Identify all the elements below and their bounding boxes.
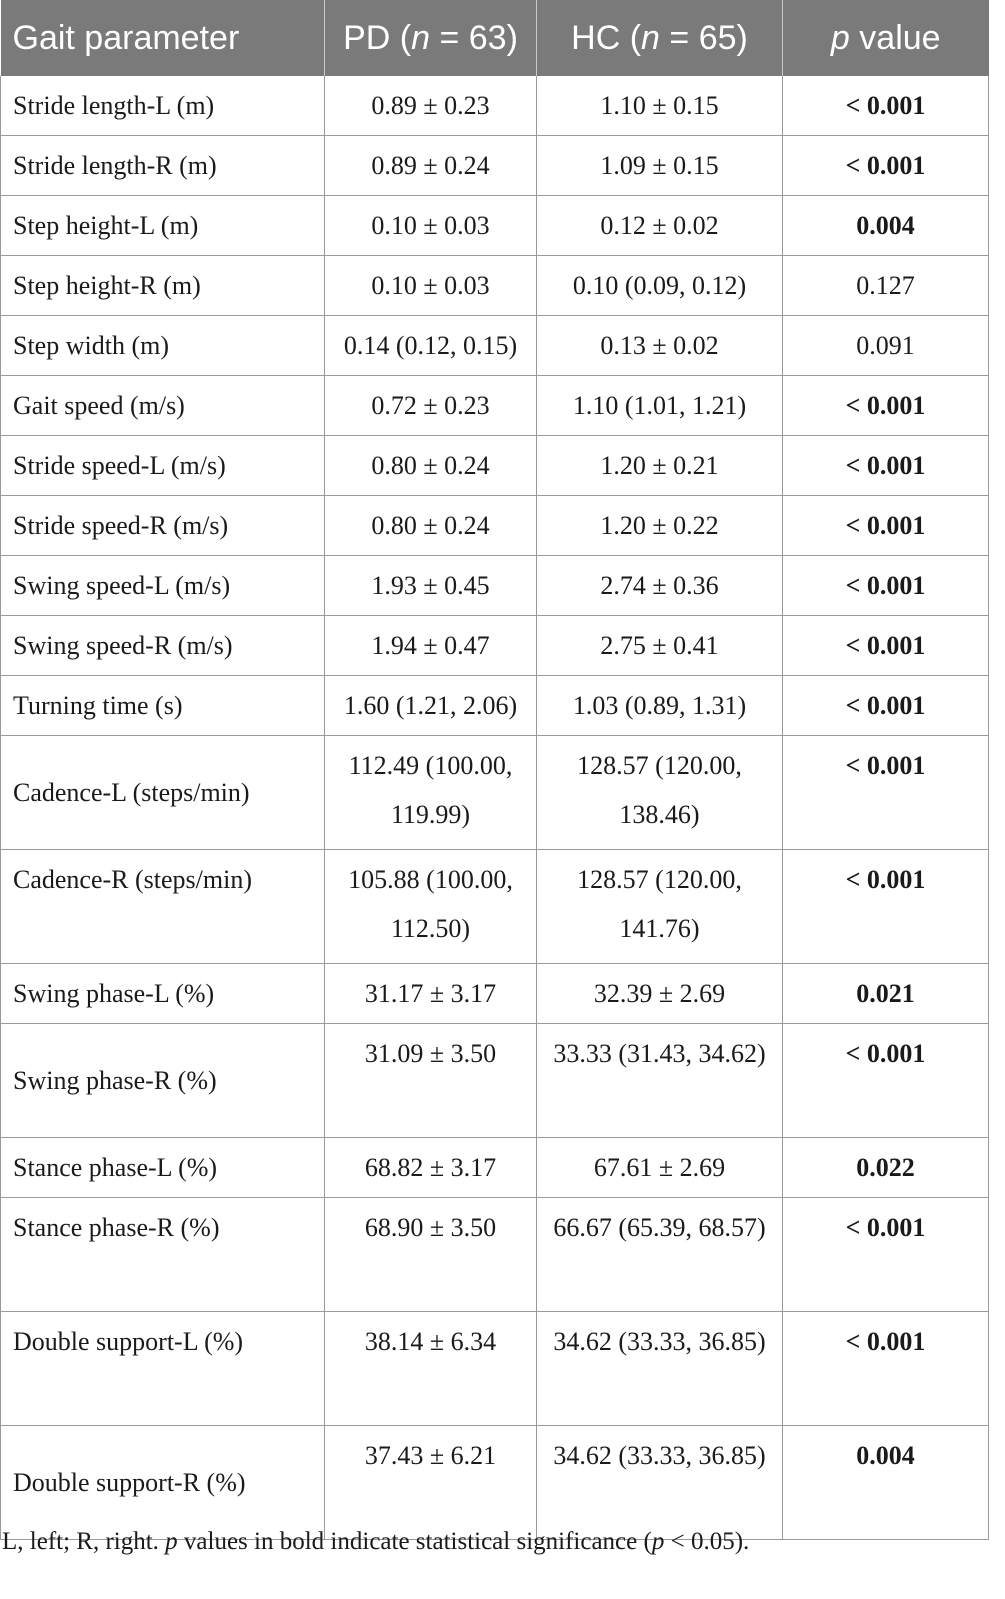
hc-value-cell: 1.09 ± 0.15 <box>537 136 783 196</box>
gait-parameter-cell: Cadence-L (steps/min) <box>1 736 325 850</box>
table-row <box>1 850 989 964</box>
gait-parameter-cell: Stride length-R (m) <box>1 136 325 196</box>
hc-value-cell: 34.62 (33.33, 36.85) <box>537 1312 783 1426</box>
table-row <box>1 964 989 1024</box>
p-value-cell: 0.004 <box>783 1426 989 1540</box>
gait-parameter-cell: Stance phase-L (%) <box>1 1138 325 1198</box>
hc-value-cell: 128.57 (120.00, 141.76) <box>537 850 783 964</box>
gait-parameter-cell: Stance phase-R (%) <box>1 1198 325 1312</box>
p-value-cell: < 0.001 <box>783 1024 989 1138</box>
p-value-cell: 0.004 <box>783 196 989 256</box>
p-value-cell: 0.022 <box>783 1138 989 1198</box>
hc-value-cell: 1.20 ± 0.21 <box>537 436 783 496</box>
table-row <box>1 556 989 616</box>
p-value-cell: < 0.001 <box>783 1312 989 1426</box>
pd-value-cell: 105.88 (100.00, 112.50) <box>325 850 537 964</box>
p-value-cell: < 0.001 <box>783 76 989 136</box>
pd-value-cell: 112.49 (100.00, 119.99) <box>325 736 537 850</box>
hc-value-cell: 1.10 ± 0.15 <box>537 76 783 136</box>
pd-value-cell: 0.80 ± 0.24 <box>325 436 537 496</box>
table-row <box>1 196 989 256</box>
table-header-row <box>1 0 989 76</box>
pd-value-cell: 68.90 ± 3.50 <box>325 1198 537 1312</box>
pd-value-cell: 1.60 (1.21, 2.06) <box>325 676 537 736</box>
p-value-cell: < 0.001 <box>783 850 989 964</box>
gait-parameter-cell: Step height-L (m) <box>1 196 325 256</box>
table-row <box>1 76 989 136</box>
p-value-cell: < 0.001 <box>783 1198 989 1312</box>
pd-value-cell: 0.10 ± 0.03 <box>325 256 537 316</box>
hc-value-cell: 67.61 ± 2.69 <box>537 1138 783 1198</box>
table-row <box>1 376 989 436</box>
pd-value-cell: 31.09 ± 3.50 <box>325 1024 537 1138</box>
table-row <box>1 1024 989 1138</box>
hc-value-cell: 1.20 ± 0.22 <box>537 496 783 556</box>
hc-value-cell: 0.13 ± 0.02 <box>537 316 783 376</box>
p-value-cell: 0.127 <box>783 256 989 316</box>
gait-parameter-cell: Swing speed-L (m/s) <box>1 556 325 616</box>
gait-parameter-cell: Double support-L (%) <box>1 1312 325 1426</box>
table-row <box>1 1312 989 1426</box>
pd-value-cell: 68.82 ± 3.17 <box>325 1138 537 1198</box>
p-value-cell: < 0.001 <box>783 496 989 556</box>
gait-parameter-cell: Cadence-R (steps/min) <box>1 850 325 964</box>
table-body <box>1 76 989 1540</box>
gait-parameter-cell: Swing phase-L (%) <box>1 964 325 1024</box>
p-value-cell: < 0.001 <box>783 136 989 196</box>
p-value-cell: < 0.001 <box>783 616 989 676</box>
pd-value-cell: 37.43 ± 6.21 <box>325 1426 537 1540</box>
header-pd: PD (n = 63) <box>325 0 537 76</box>
hc-value-cell: 33.33 (31.43, 34.62) <box>537 1024 783 1138</box>
hc-value-cell: 1.10 (1.01, 1.21) <box>537 376 783 436</box>
table-footnote: L, left; R, right. p values in bold indicate statistical significance (p < 0.05). <box>2 1528 750 1555</box>
hc-value-cell: 34.62 (33.33, 36.85) <box>537 1426 783 1540</box>
p-value-cell: < 0.001 <box>783 736 989 850</box>
gait-parameter-cell: Step height-R (m) <box>1 256 325 316</box>
gait-parameter-cell: Gait speed (m/s) <box>1 376 325 436</box>
gait-parameter-cell: Swing speed-R (m/s) <box>1 616 325 676</box>
gait-parameter-cell: Turning time (s) <box>1 676 325 736</box>
table-row <box>1 436 989 496</box>
gait-parameter-cell: Swing phase-R (%) <box>1 1024 325 1138</box>
header-hc: HC (n = 65) <box>537 0 783 76</box>
pd-value-cell: 31.17 ± 3.17 <box>325 964 537 1024</box>
gait-parameter-cell: Double support-R (%) <box>1 1426 325 1540</box>
table-row <box>1 616 989 676</box>
pd-value-cell: 0.89 ± 0.24 <box>325 136 537 196</box>
p-value-cell: < 0.001 <box>783 676 989 736</box>
pd-value-cell: 0.72 ± 0.23 <box>325 376 537 436</box>
hc-value-cell: 0.10 (0.09, 0.12) <box>537 256 783 316</box>
pd-value-cell: 1.94 ± 0.47 <box>325 616 537 676</box>
gait-parameter-cell: Stride length-L (m) <box>1 76 325 136</box>
p-value-cell: 0.091 <box>783 316 989 376</box>
pd-value-cell: 1.93 ± 0.45 <box>325 556 537 616</box>
hc-value-cell: 32.39 ± 2.69 <box>537 964 783 1024</box>
table-row <box>1 256 989 316</box>
table-row <box>1 1138 989 1198</box>
header-gait-parameter: Gait parameter <box>1 0 325 76</box>
table-row <box>1 316 989 376</box>
pd-value-cell: 0.14 (0.12, 0.15) <box>325 316 537 376</box>
p-value-cell: < 0.001 <box>783 556 989 616</box>
header-p-value: p value <box>783 0 989 76</box>
table-row <box>1 1198 989 1312</box>
table-row <box>1 496 989 556</box>
hc-value-cell: 66.67 (65.39, 68.57) <box>537 1198 783 1312</box>
p-value-cell: < 0.001 <box>783 436 989 496</box>
gait-parameter-cell: Stride speed-R (m/s) <box>1 496 325 556</box>
table-row <box>1 676 989 736</box>
gait-parameter-cell: Step width (m) <box>1 316 325 376</box>
p-value-cell: < 0.001 <box>783 376 989 436</box>
pd-value-cell: 38.14 ± 6.34 <box>325 1312 537 1426</box>
pd-value-cell: 0.10 ± 0.03 <box>325 196 537 256</box>
hc-value-cell: 128.57 (120.00, 138.46) <box>537 736 783 850</box>
p-value-cell: 0.021 <box>783 964 989 1024</box>
gait-parameter-cell: Stride speed-L (m/s) <box>1 436 325 496</box>
pd-value-cell: 0.89 ± 0.23 <box>325 76 537 136</box>
table-row <box>1 136 989 196</box>
hc-value-cell: 0.12 ± 0.02 <box>537 196 783 256</box>
pd-value-cell: 0.80 ± 0.24 <box>325 496 537 556</box>
table-row <box>1 736 989 850</box>
hc-value-cell: 2.75 ± 0.41 <box>537 616 783 676</box>
hc-value-cell: 1.03 (0.89, 1.31) <box>537 676 783 736</box>
hc-value-cell: 2.74 ± 0.36 <box>537 556 783 616</box>
